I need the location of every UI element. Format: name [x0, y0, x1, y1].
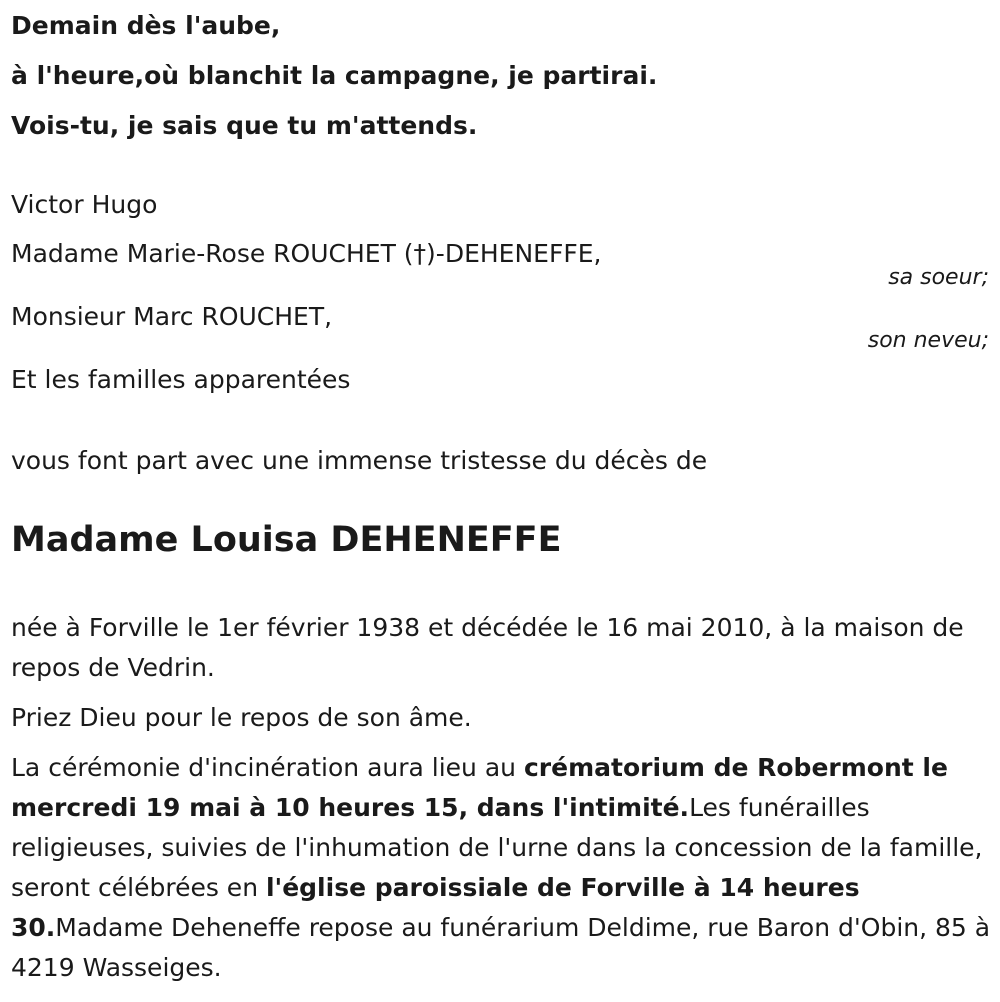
cremation-details: crématorium de Robermont le mercredi 19 mai à 10 heures 15, dans l'intimité.	[11, 753, 948, 822]
poem-line-1: Demain dès l'aube,	[11, 11, 281, 40]
church-details: l'église paroissiale de Forville à 14 heures 30.	[11, 873, 860, 942]
family-member-1-name: Madame Marie-Rose ROUCHET (†)-DEHENEFFE,	[11, 239, 602, 268]
poem-author: Victor Hugo	[11, 190, 158, 219]
deceased-name: Madame Louisa DEHENEFFE	[11, 520, 562, 560]
ceremony-middle: Les funérailles religieuses, suivies de l'inhumation de l'urne dans la concession de la famille, seront célébrées en	[11, 793, 983, 902]
poem-line-3: Vois-tu, je sais que tu m'attends.	[11, 111, 478, 140]
poem-line-2: à l'heure,où blanchit la campagne, je partirai.	[11, 61, 658, 90]
ceremony-paragraph	[11, 748, 991, 988]
prayer-text: Priez Dieu pour le repos de son âme.	[11, 703, 472, 732]
family-others: Et les familles apparentées	[11, 365, 351, 394]
family-member-2-name: Monsieur Marc ROUCHET,	[11, 302, 333, 331]
announcement-text: vous font part avec une immense tristesse du décès de	[11, 446, 708, 475]
family-member-2-relation: son neveu;	[867, 328, 989, 353]
birth-death-paragraph: née à Forville le 1er février 1938 et décédée le 16 mai 2010, à la maison de repos de Vedrin.	[11, 613, 964, 682]
ceremony-intro: La cérémonie d'incinération aura lieu au	[11, 753, 524, 782]
ceremony-end: Madame Deheneffe repose au funérarium Deldime, rue Baron d'Obin, 85 à 4219 Wasseiges.	[11, 913, 991, 982]
family-member-1-relation: sa soeur;	[888, 265, 989, 290]
